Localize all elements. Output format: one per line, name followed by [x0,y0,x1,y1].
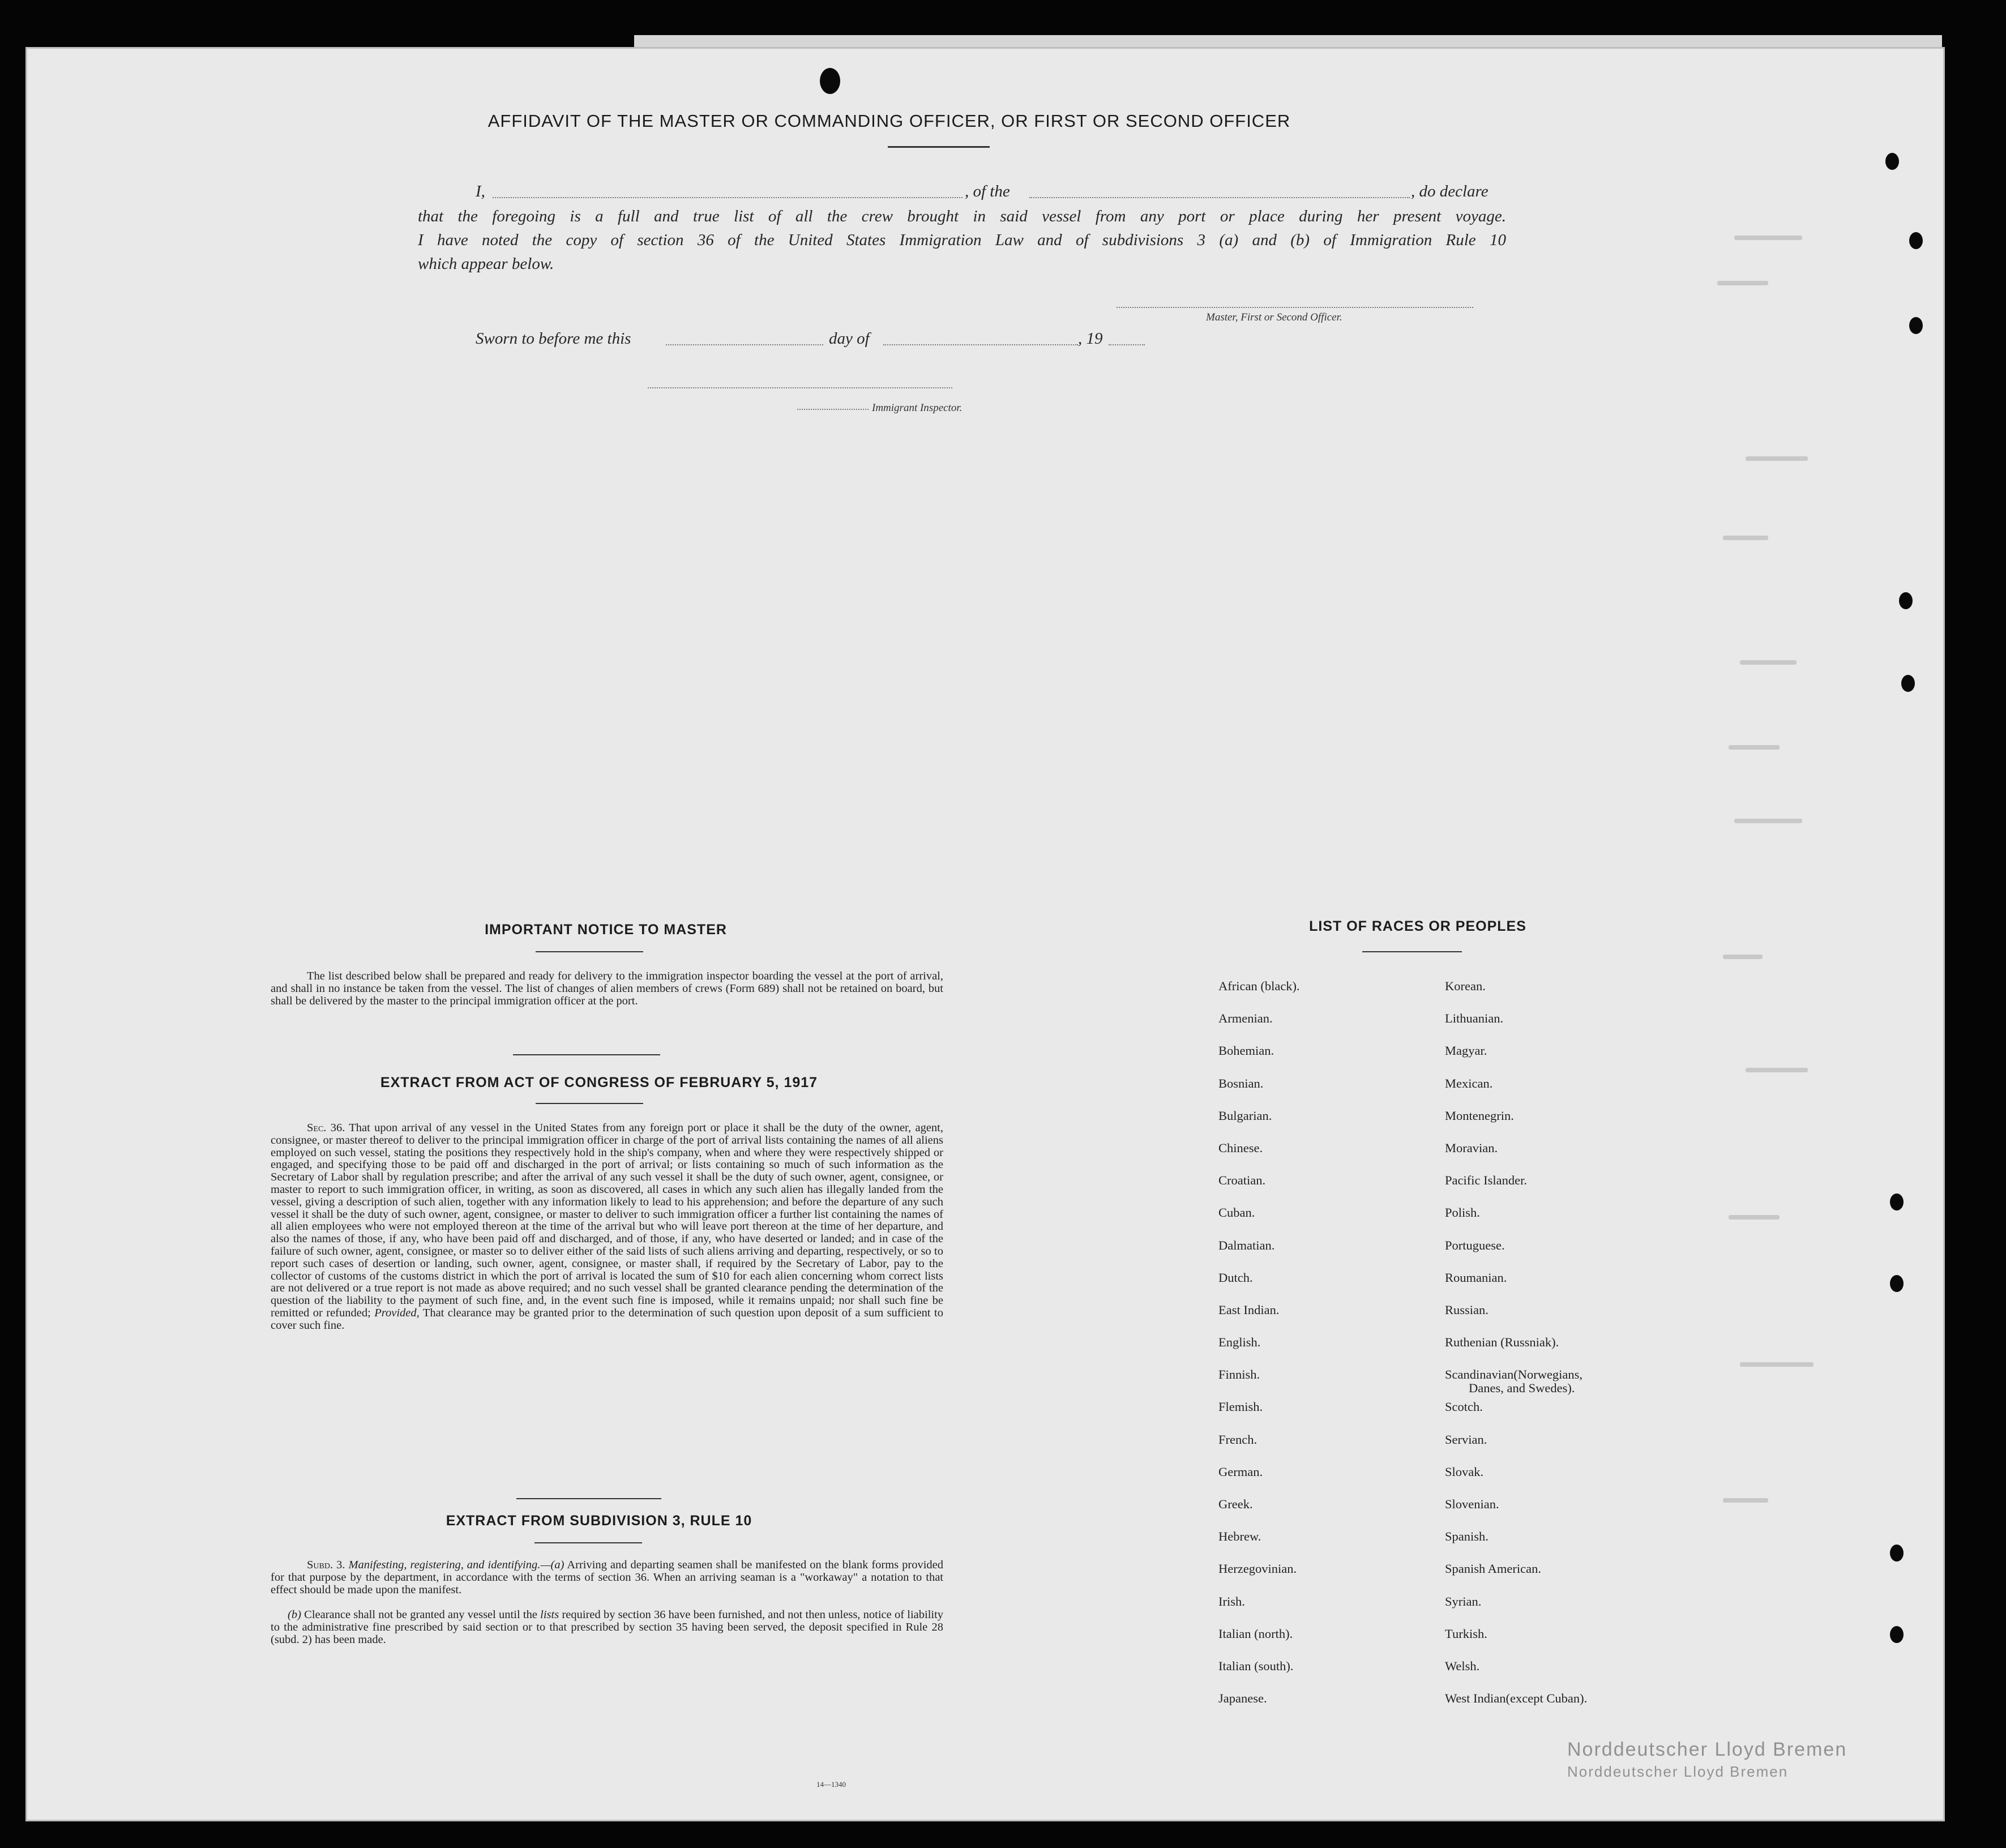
inspector-signature-caption: Immigrant Inspector. [872,402,963,414]
race-item: Pacific Islander. [1445,1173,1527,1188]
master-signature-line [1117,307,1473,308]
affidavit-do-declare: , do declare [1411,182,1489,200]
race-item: Croatian. [1218,1173,1266,1188]
race-item: Italian (north). [1218,1626,1293,1641]
race-item: Korean. [1445,979,1486,993]
notice-text [271,970,943,1007]
rule-text-b [271,1609,943,1646]
races-title: LIST OF RACES OR PEOPLES [1309,918,1526,934]
act-body-end: That clearance may be granted prior to the determination of such question upon deposit of a sum sufficient to cover such fine. [271,1306,943,1332]
sworn-day-blank [666,344,823,345]
race-item: Italian (south). [1218,1658,1294,1673]
race-item: Slovak. [1445,1464,1484,1479]
affidavit-line-2: I have noted the copy of section 36 of the United States Immigration Law and of subdivisions 3 (a) and (b) of Immigration Rule 10 [418,231,1506,249]
subd-heading: Manifesting, registering, and identifying.—(a) [348,1559,564,1571]
race-item: Lithuanian. [1445,1011,1504,1026]
race-item: Portuguese. [1445,1238,1505,1252]
race-item: Cuban. [1218,1205,1255,1220]
master-signature-caption: Master, First or Second Officer. [1206,311,1342,323]
notice-paragraph: The list described below shall be prepared and ready for delivery to the immigration inspector boarding the vessel at the port of arrival, and shall in no instance be taken from the vessel. The list of changes of alien members of crews (Form 689) shall not be retained on board, but shall be delivered by the master to the principal immigration officer at the port. [271,970,943,1007]
race-item: Chinese. [1218,1140,1263,1155]
races-column-1 [1218,979,1300,1724]
name-blank [493,197,963,198]
race-item: Roumanian. [1445,1270,1507,1285]
race-item: Flemish. [1218,1400,1263,1414]
races-column-2 [1445,979,1587,1724]
affidavit-title: AFFIDAVIT OF THE MASTER OR COMMANDING OFFICER, OR FIRST OR SECOND OFFICER [487,111,1291,131]
year-blank [1109,344,1145,345]
race-item: French. [1218,1432,1258,1447]
act-provided: Provided, [374,1306,420,1319]
act-underline [536,1103,643,1104]
race-item: Spanish. [1445,1529,1489,1544]
title-underline [888,146,990,148]
vessel-blank [1029,197,1410,198]
race-item: Turkish. [1445,1626,1487,1641]
bleed-through-marks [1712,219,1927,1577]
notice-divider [513,1054,660,1055]
stamp-line-2: Norddeutscher Lloyd Bremen [1567,1763,1789,1780]
race-item: Polish. [1445,1205,1480,1220]
race-item: Syrian. [1445,1594,1482,1609]
inspector-caption-lead [797,409,869,410]
affidavit-line-1: that the foregoing is a full and true list of all the crew brought in said vessel from any port or place during her present voyage. [418,207,1506,225]
act-text [271,1122,943,1332]
punch-hole [1885,153,1899,170]
race-item: African (black). [1218,979,1300,993]
year-label: , 19 [1078,330,1103,348]
punch-hole [1890,1626,1904,1643]
affidavit-i-label: I, [476,182,485,200]
race-item: Russian. [1445,1302,1489,1317]
race-item: Moravian. [1445,1140,1498,1155]
race-item: Mexican. [1445,1076,1493,1090]
subd-label: Subd. [307,1559,333,1571]
race-item: Magyar. [1445,1043,1487,1058]
document-sheet [27,49,1943,1820]
race-item: Spanish American. [1445,1562,1541,1576]
race-item-two-line [1445,1368,1587,1400]
race-item: Servian. [1445,1432,1487,1447]
race-item: Slovenian. [1445,1497,1499,1511]
race-item: Montenegrin. [1445,1108,1514,1123]
race-item: Scandinavian(Norwegians, [1445,1367,1583,1382]
act-sec-label: Sec. [307,1122,327,1134]
act-divider [516,1498,661,1499]
race-item: Armenian. [1218,1011,1273,1026]
sworn-month-blank [883,344,1078,345]
notice-title: IMPORTANT NOTICE TO MASTER [485,922,727,938]
form-number: 14—1340 [816,1780,846,1789]
race-item: Greek. [1218,1497,1253,1511]
race-item: German. [1218,1464,1263,1479]
subd-lists-word: lists [540,1609,559,1621]
race-item: East Indian. [1218,1302,1280,1317]
race-item: Welsh. [1445,1658,1480,1673]
sworn-label: Sworn to before me this [476,330,631,348]
race-item: Japanese. [1218,1691,1267,1706]
affidavit-line-3: which appear below. [418,255,554,273]
race-item: Scotch. [1445,1400,1483,1414]
race-item-continuation: Danes, and Swedes). [1469,1381,1575,1396]
race-item: Irish. [1218,1594,1245,1609]
rule-title: EXTRACT FROM SUBDIVISION 3, RULE 10 [446,1513,752,1529]
inspector-signature-line [648,387,952,388]
race-item: Dutch. [1218,1270,1253,1285]
race-item: Hebrew. [1218,1529,1261,1544]
rule-text [271,1559,943,1596]
day-of-label: day of [829,330,870,348]
affidavit-of-the: , of the [965,182,1010,200]
race-item: English. [1218,1335,1261,1350]
rule-underline [534,1542,642,1543]
subd-text-b2: required by section 36 have been furnished, and not then unless, notice of liability to the administrative fine prescribed by said section or to that prescribed by section 35 having been served, the deposit specified in Rule 28 (subd. 2) has been made. [271,1609,944,1646]
race-item: Bohemian. [1218,1043,1274,1058]
race-item: West Indian(except Cuban). [1445,1691,1588,1706]
act-body: 36. That upon arrival of any vessel in the United States from any foreign port or place it shall be the duty of the owner, agent, consignee, or master thereof to deliver to the principal immigration officer in charge of the port of arrival lists containing the names of all aliens employed on such vessel, stating the positions they respectively hold in the ship's company, when and where they were respectively shipped or engaged, and specifying those to be paid off and discharged in the port of arrival; or lists containing so much of such information as the Secretary of Labor shall by regulation prescribe; and after the arrival of any such vessel it shall be the duty of such owner, agent, consignee, or master to report to such immigration officer, in writing, as soon as discovered, all cases in which any such alien has illegally landed from the vessel, giving a description of such alien, together with any information likely to lead to his apprehension; and before the departure of any such vessel it shall be the duty of such owner, agent, consignee, or master to deliver to such immigration officer a further list containing the names of all alien employees who were not employed thereon at the time of the arrival but who will leave port thereon at the time of her departure, and also the names of those, if any, who have been paid off and discharged, and of those, if any, who have deserted or landed; and in case of the failure of such owner, agent, consignee, or master so to deliver either of the said lists of such aliens arriving and departing, respectively, or so to report such cases of desertion or landing, such owner, agent, consignee, or master shall, if required by the Secretary of Labor, pay to the collector of customs of the customs district in which the port of arrival is located the sum of $10 for each alien concerning whom correct lists are not delivered or a true report is not made as above required; and no such vessel shall be granted clearance pending the determination of the question of the liability to the payment of such fine, and, in the event such fine is imposed, while it remains unpaid; nor shall such fine be remitted or refunded; [271,1122,943,1319]
subd-number: 3. [336,1559,345,1571]
race-item: Bulgarian. [1218,1108,1272,1123]
subd-b-label: (b) [288,1609,301,1621]
races-underline [1362,951,1462,952]
shipping-line-stamp [1567,1739,1847,1781]
act-title: EXTRACT FROM ACT OF CONGRESS OF FEBRUARY 5, 1917 [380,1075,818,1090]
race-item: Bosnian. [1218,1076,1264,1090]
punch-hole [820,68,840,94]
race-item: Dalmatian. [1218,1238,1275,1252]
subd-text-a: Arriving and departing seamen shall be manifested on the blank forms provided for that purpose by the department, in accordance with the terms of section 36. When an arriving seaman is a "workaway" a notation to that effect should be made upon the manifest. [271,1559,944,1596]
notice-underline [536,951,643,952]
subd-text-b1: Clearance shall not be granted any vessel until the [304,1609,537,1621]
stamp-line-1: Norddeutscher Lloyd Bremen [1567,1739,1847,1760]
race-item: Ruthenian (Russniak). [1445,1335,1559,1350]
race-item: Herzegovinian. [1218,1562,1297,1576]
race-item: Finnish. [1218,1367,1260,1382]
